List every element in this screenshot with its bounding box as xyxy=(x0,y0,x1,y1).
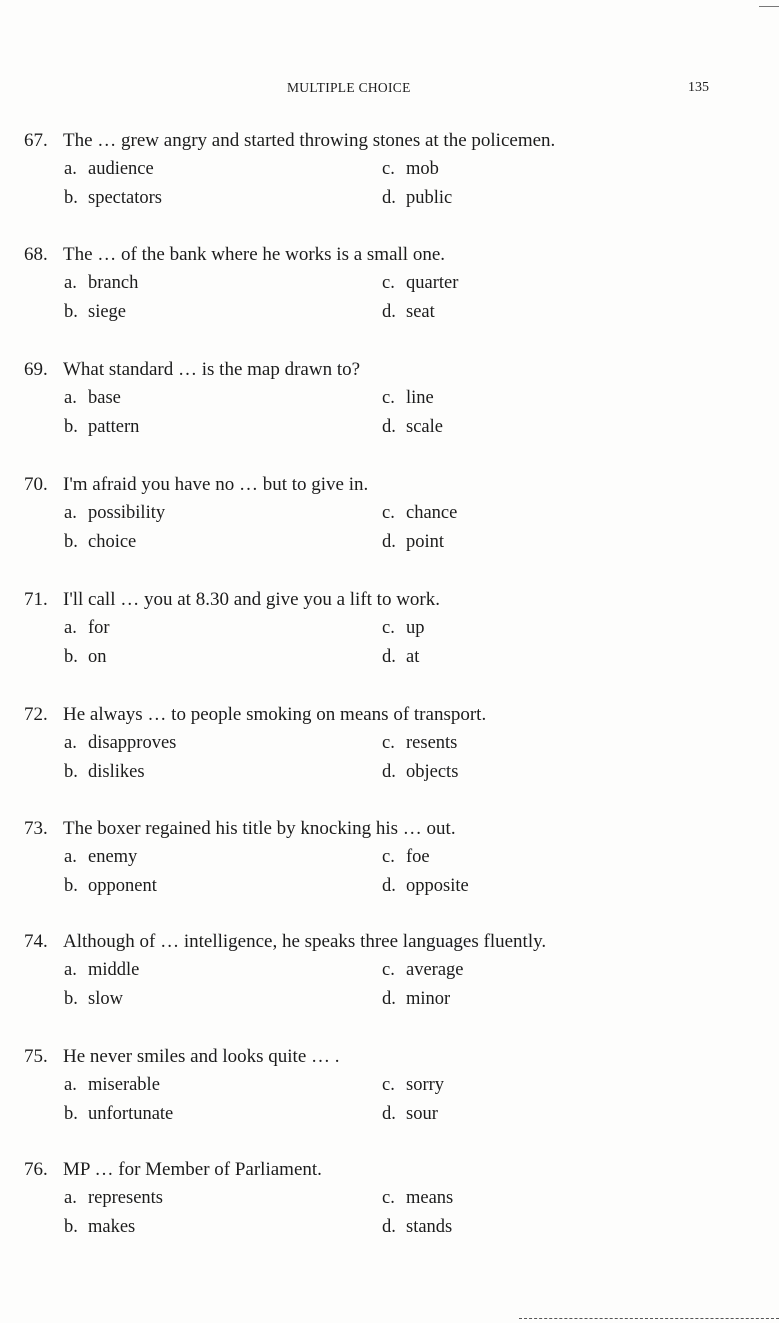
option-letter: c. xyxy=(382,847,395,867)
option-letter: d. xyxy=(382,1104,396,1124)
option-letter: b. xyxy=(64,989,78,1009)
option-text: enemy xyxy=(88,847,138,867)
question-number: 76. xyxy=(24,1159,48,1180)
option-text: dislikes xyxy=(88,762,145,782)
option-d xyxy=(382,302,435,323)
option-letter: a. xyxy=(64,733,77,753)
option-text: means xyxy=(406,1188,454,1208)
option-text: audience xyxy=(88,159,154,179)
option-letter: c. xyxy=(382,273,395,293)
question-68 xyxy=(0,244,779,344)
question-stem: I'll call … you at 8.30 and give you a lift to work. xyxy=(63,589,441,610)
option-a xyxy=(64,503,165,524)
option-d xyxy=(382,1217,452,1238)
option-d xyxy=(382,762,458,783)
option-text: branch xyxy=(88,273,139,293)
option-text: opponent xyxy=(88,876,157,896)
option-b xyxy=(64,989,123,1010)
option-letter: a. xyxy=(64,960,77,980)
option-text: line xyxy=(406,388,434,408)
option-text: mob xyxy=(406,159,439,179)
option-letter: c. xyxy=(382,1075,395,1095)
option-text: unfortunate xyxy=(88,1104,174,1124)
option-b xyxy=(64,1217,135,1238)
option-letter: a. xyxy=(64,388,77,408)
option-text: slow xyxy=(88,989,123,1009)
option-d xyxy=(382,417,443,438)
question-74 xyxy=(0,931,779,1031)
option-b xyxy=(64,762,145,783)
option-letter: b. xyxy=(64,188,78,208)
option-text: on xyxy=(88,647,107,667)
option-b xyxy=(64,302,126,323)
question-69 xyxy=(0,359,779,459)
option-letter: c. xyxy=(382,503,395,523)
option-text: miserable xyxy=(88,1075,160,1095)
option-text: scale xyxy=(406,417,443,437)
question-number: 73. xyxy=(24,818,48,839)
option-a xyxy=(64,847,137,868)
option-c xyxy=(382,388,434,409)
option-b xyxy=(64,532,136,553)
option-c xyxy=(382,503,457,524)
question-stem: I'm afraid you have no … but to give in. xyxy=(63,474,369,495)
option-letter: b. xyxy=(64,532,78,552)
option-letter: a. xyxy=(64,273,77,293)
option-a xyxy=(64,618,110,639)
question-stem: Although of … intelligence, he speaks three languages fluently. xyxy=(63,931,547,952)
option-letter: c. xyxy=(382,159,395,179)
option-letter: c. xyxy=(382,388,395,408)
option-text: quarter xyxy=(406,273,459,293)
option-d xyxy=(382,188,452,209)
option-c xyxy=(382,733,457,754)
option-text: siege xyxy=(88,302,127,322)
option-b xyxy=(64,647,107,668)
option-text: middle xyxy=(88,960,140,980)
option-letter: b. xyxy=(64,302,78,322)
running-head: MULTIPLE CHOICE xyxy=(287,80,411,95)
option-c xyxy=(382,618,425,639)
option-a xyxy=(64,159,154,180)
option-text: resents xyxy=(406,733,458,753)
scan-footer-rule xyxy=(519,1318,779,1320)
question-76 xyxy=(0,1159,779,1259)
option-a xyxy=(64,388,121,409)
scan-edge-rule xyxy=(759,6,779,7)
option-letter: d. xyxy=(382,647,396,667)
option-letter: d. xyxy=(382,1217,396,1237)
question-stem: The … of the bank where he works is a small one. xyxy=(63,244,446,265)
option-text: spectators xyxy=(88,188,162,208)
option-letter: d. xyxy=(382,762,396,782)
question-stem: MP … for Member of Parliament. xyxy=(63,1159,322,1180)
option-d xyxy=(382,1104,438,1125)
option-text: disapproves xyxy=(88,733,177,753)
option-letter: b. xyxy=(64,417,78,437)
option-c xyxy=(382,1188,453,1209)
option-a xyxy=(64,960,139,981)
question-number: 71. xyxy=(24,589,48,610)
option-letter: d. xyxy=(382,876,396,896)
option-text: average xyxy=(406,960,464,980)
page-number: 135 xyxy=(688,80,709,95)
question-75 xyxy=(0,1046,779,1146)
option-c xyxy=(382,1075,444,1096)
option-letter: a. xyxy=(64,1188,77,1208)
option-d xyxy=(382,876,469,897)
question-number: 74. xyxy=(24,931,48,952)
option-letter: d. xyxy=(382,188,396,208)
option-a xyxy=(64,273,138,294)
option-d xyxy=(382,647,419,668)
option-c xyxy=(382,960,464,981)
option-text: opposite xyxy=(406,876,469,896)
question-71 xyxy=(0,589,779,689)
option-letter: b. xyxy=(64,1104,78,1124)
question-number: 75. xyxy=(24,1046,48,1067)
option-letter: a. xyxy=(64,159,77,179)
option-text: represents xyxy=(88,1188,163,1208)
option-text: at xyxy=(406,647,420,667)
option-a xyxy=(64,1188,163,1209)
option-text: public xyxy=(406,188,453,208)
option-c xyxy=(382,273,458,294)
option-text: for xyxy=(88,618,110,638)
option-letter: a. xyxy=(64,847,77,867)
option-text: makes xyxy=(88,1217,136,1237)
option-b xyxy=(64,876,157,897)
option-text: base xyxy=(88,388,121,408)
option-text: choice xyxy=(88,532,137,552)
question-stem: The boxer regained his title by knocking his … out. xyxy=(63,818,456,839)
option-letter: c. xyxy=(382,1188,395,1208)
question-stem: What standard … is the map drawn to? xyxy=(63,359,361,380)
option-text: pattern xyxy=(88,417,140,437)
page-header xyxy=(0,80,779,100)
option-b xyxy=(64,417,139,438)
option-a xyxy=(64,1075,160,1096)
option-text: foe xyxy=(406,847,430,867)
option-text: possibility xyxy=(88,503,166,523)
option-letter: a. xyxy=(64,618,77,638)
option-letter: b. xyxy=(64,1217,78,1237)
option-text: sorry xyxy=(406,1075,445,1095)
option-letter: d. xyxy=(382,989,396,1009)
question-number: 69. xyxy=(24,359,48,380)
option-a xyxy=(64,733,176,754)
option-text: objects xyxy=(406,762,459,782)
question-number: 68. xyxy=(24,244,48,265)
option-letter: b. xyxy=(64,762,78,782)
option-letter: a. xyxy=(64,503,77,523)
question-72 xyxy=(0,704,779,804)
option-text: stands xyxy=(406,1217,453,1237)
option-c xyxy=(382,847,430,868)
option-text: point xyxy=(406,532,445,552)
option-text: minor xyxy=(406,989,451,1009)
question-stem: He never smiles and looks quite … . xyxy=(63,1046,340,1067)
option-letter: a. xyxy=(64,1075,77,1095)
question-73 xyxy=(0,818,779,918)
option-b xyxy=(64,1104,173,1125)
question-number: 67. xyxy=(24,130,48,151)
option-d xyxy=(382,532,444,553)
question-70 xyxy=(0,474,779,574)
option-letter: d. xyxy=(382,302,396,322)
option-text: seat xyxy=(406,302,435,322)
option-letter: d. xyxy=(382,532,396,552)
option-text: chance xyxy=(406,503,458,523)
option-text: sour xyxy=(406,1104,438,1124)
option-d xyxy=(382,989,450,1010)
option-text: up xyxy=(406,618,425,638)
question-number: 72. xyxy=(24,704,48,725)
question-stem: The … grew angry and started throwing stones at the policemen. xyxy=(63,130,556,151)
option-letter: c. xyxy=(382,618,395,638)
option-letter: c. xyxy=(382,733,395,753)
option-letter: b. xyxy=(64,647,78,667)
option-b xyxy=(64,188,162,209)
question-67 xyxy=(0,130,779,230)
question-stem: He always … to people smoking on means of transport. xyxy=(63,704,487,725)
option-letter: b. xyxy=(64,876,78,896)
question-number: 70. xyxy=(24,474,48,495)
option-c xyxy=(382,159,439,180)
option-letter: c. xyxy=(382,960,395,980)
option-letter: d. xyxy=(382,417,396,437)
